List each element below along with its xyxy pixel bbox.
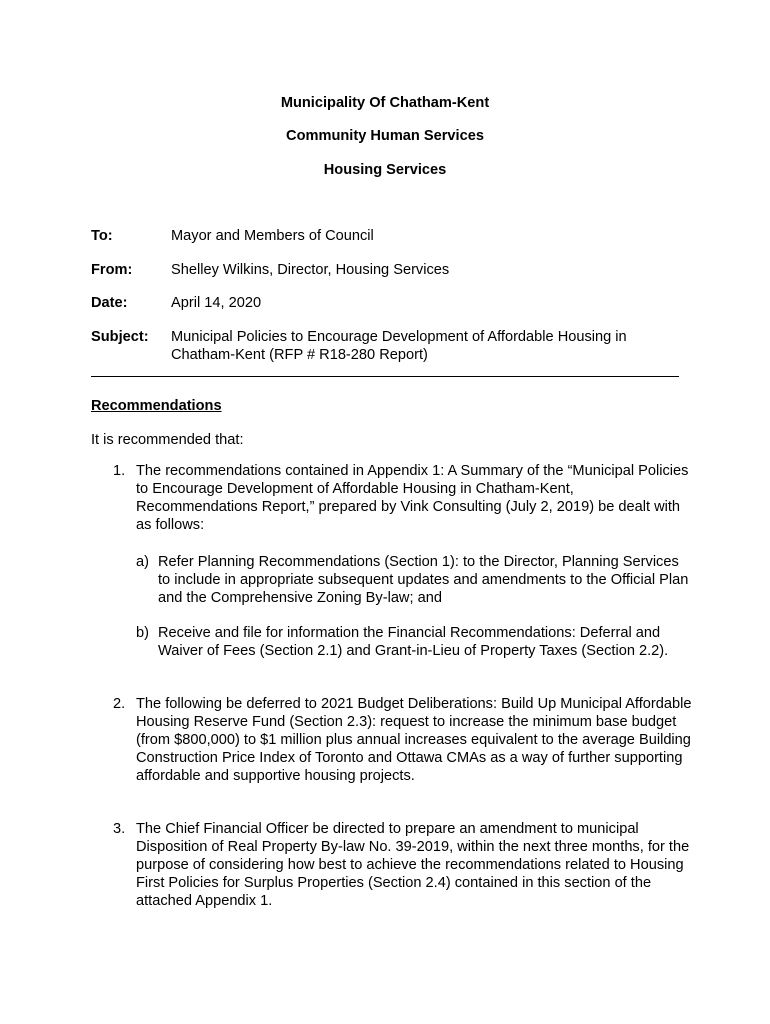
sub-list-item: Refer Planning Recommendations (Section 1): to the Director, Planning Services to include in appropriate subsequent updates and amendments to the Official Plan and the Comprehensive Zoning By-law; and xyxy=(158,554,689,606)
list-item: The recommendations contained in Appendix 1: A Summary of the “Municipal Policies to Encourage Development of Affordable Housing in Chatham-Kent, Recommendations Report,” prepared by Vink Consulting (July 2, 2019) be dealt with as follows: xyxy=(136,463,689,533)
date-value: April 14, 2020 xyxy=(171,295,262,311)
list-item: The Chief Financial Officer be directed to prepare an amendment to municipal Disposition of Real Property By-law No. 39-2019, within the next three months, for the purpose of considering how best to achieve the recommendations related to Housing First Policies for Surplus Properties (Section 2.4) contained in this section of the attached Appendix 1. xyxy=(136,821,690,909)
sub-list-item: Receive and file for information the Financial Recommendations: Deferral and Waiver of Fees (Section 2.1) and Grant-in-Lieu of Property Taxes (Section 2.2). xyxy=(158,625,669,659)
municipality-heading: Municipality Of Chatham-Kent xyxy=(280,95,490,111)
date-label: Date: xyxy=(91,295,128,311)
sub-list-item-marker: a) xyxy=(136,554,149,570)
to-label: To: xyxy=(91,228,113,244)
from-label: From: xyxy=(91,262,133,278)
division-heading: Housing Services xyxy=(323,162,447,178)
subject-label: Subject: xyxy=(91,329,149,345)
department-heading: Community Human Services xyxy=(286,128,484,144)
list-item-marker: 2. xyxy=(113,696,126,712)
to-value: Mayor and Members of Council xyxy=(171,228,374,244)
list-item-marker: 3. xyxy=(113,821,126,837)
from-value: Shelley Wilkins, Director, Housing Services xyxy=(171,262,450,278)
recommendations-title: Recommendations xyxy=(91,398,222,414)
subject-value: Municipal Policies to Encourage Development of Affordable Housing in Chatham-Kent (RFP # R18-280 Report) xyxy=(171,329,627,363)
list-item: The following be deferred to 2021 Budget Deliberations: Build Up Municipal Affordable Housing Reserve Fund (Section 2.3): request to increase the minimum base budget (from $800,000) to $1 million plus annual increases equivalent to the average Building Construction Price Index of Toronto and Ottawa CMAs as a way of further supporting affordable and supportive housing projects. xyxy=(136,696,692,784)
sub-list-item-marker: b) xyxy=(136,625,149,641)
recommendations-intro: It is recommended that: xyxy=(91,432,244,448)
header-divider xyxy=(91,376,679,377)
list-item-marker: 1. xyxy=(113,463,126,479)
